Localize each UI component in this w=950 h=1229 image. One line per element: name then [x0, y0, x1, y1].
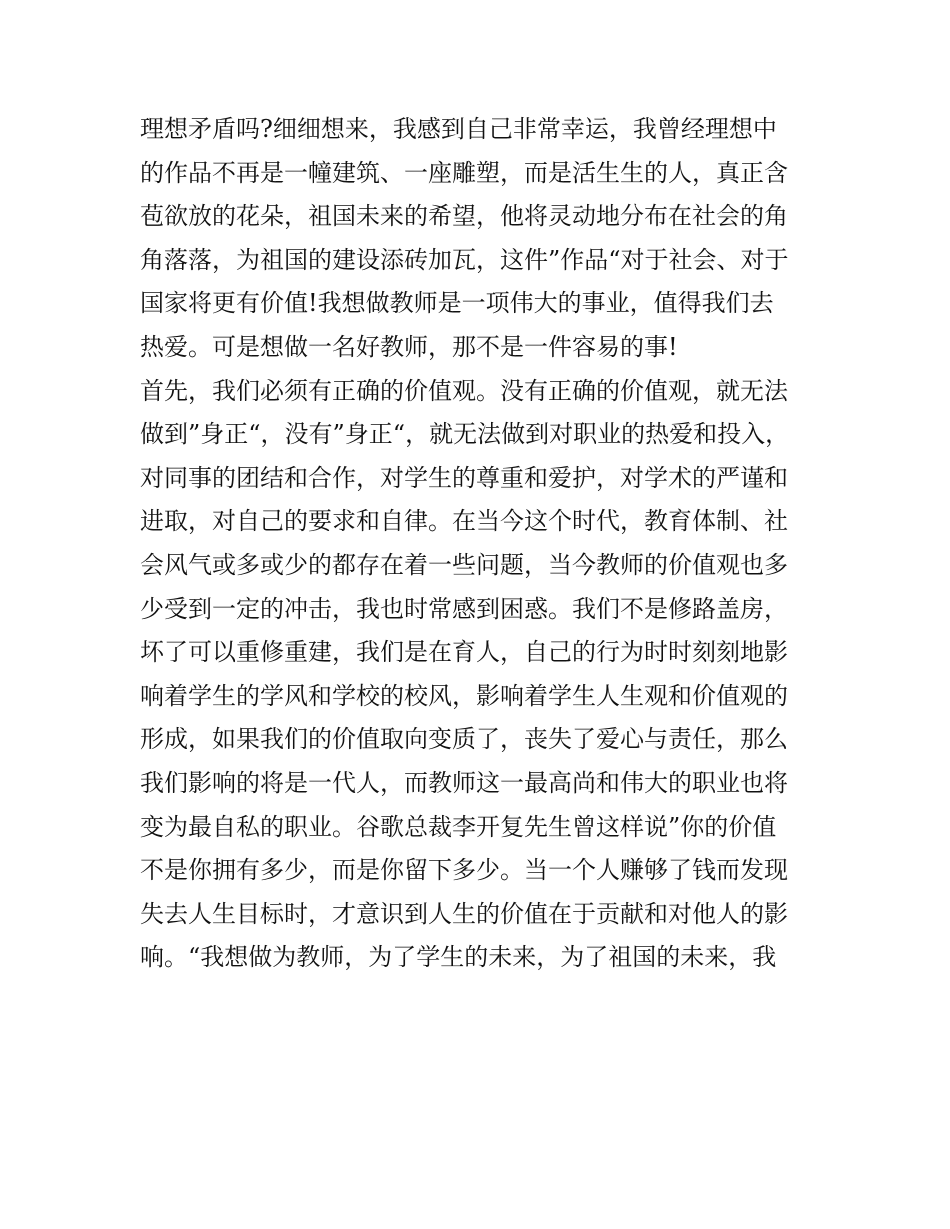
- text-line: 变为最自私的职业。谷歌总裁李开复先生曾这样说”你的价值: [140, 812, 777, 841]
- text-line: 进取，对自己的要求和自律。在当今这个时代，教育体制、社: [140, 507, 788, 536]
- text-line: 国家将更有价值!我想做教师是一项伟大的事业，值得我们去: [140, 289, 774, 318]
- text-line: 角落落，为祖国的建设添砖加瓦，这件”作品“对于社会、对于: [140, 245, 789, 274]
- text-line: 坏了可以重修重建，我们是在育人，自己的行为时时刻刻地影: [140, 638, 788, 667]
- text-line: 我们影响的将是一代人，而教师这一最高尚和伟大的职业也将: [140, 768, 788, 797]
- text-line: 首先，我们必须有正确的价值观。没有正确的价值观，就无法: [140, 376, 788, 405]
- text-line: 的作品不再是一幢建筑、一座雕塑，而是活生生的人，真正含: [140, 158, 788, 187]
- text-line: 热爱。可是想做一名好教师，那不是一件容易的事!: [140, 332, 678, 361]
- text-line: 苞欲放的花朵，祖国未来的希望，他将灵动地分布在社会的角: [140, 202, 788, 231]
- text-line: 对同事的团结和合作，对学生的尊重和爱护，对学术的严谨和: [140, 463, 788, 492]
- text-line: 会风气或多或少的都存在着一些问题，当今教师的价值观也多: [140, 550, 788, 579]
- text-line: 少受到一定的冲击，我也时常感到困惑。我们不是修路盖房，: [140, 594, 788, 623]
- text-line: 理想矛盾吗?细细想来，我感到自己非常幸运，我曾经理想中: [140, 115, 777, 143]
- body-text: [140, 108, 820, 980]
- text-line: 响。“我想做为教师，为了学生的未来，为了祖国的未来，我: [140, 943, 777, 972]
- text-line: 响着学生的学风和学校的校风，影响着学生人生观和价值观的: [140, 681, 788, 710]
- text-line: 不是你拥有多少，而是你留下多少。当一个人赚够了钱而发现: [140, 856, 788, 885]
- text-line: 失去人生目标时，才意识到人生的价值在于贡献和对他人的影: [140, 899, 788, 928]
- text-line: 做到”身正“，没有”身正“，就无法做到对职业的热爱和投入，: [140, 420, 790, 449]
- text-line: 形成，如果我们的价值取向变质了，丧失了爱心与责任，那么: [140, 725, 788, 754]
